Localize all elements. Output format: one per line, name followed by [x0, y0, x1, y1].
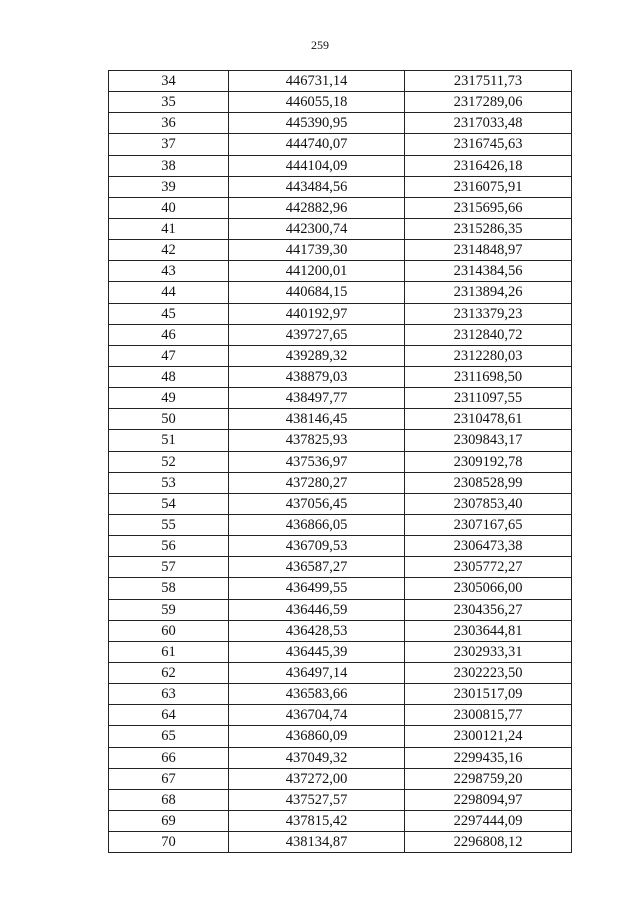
- x-coordinate-cell: 438134,87: [229, 832, 405, 853]
- point-number-cell: 37: [109, 134, 229, 155]
- x-coordinate-cell: 438146,45: [229, 409, 405, 430]
- y-coordinate-cell: 2313379,23: [405, 303, 572, 324]
- point-number-cell: 52: [109, 451, 229, 472]
- point-number-cell: 70: [109, 832, 229, 853]
- point-number-cell: 60: [109, 620, 229, 641]
- x-coordinate-cell: 440192,97: [229, 303, 405, 324]
- y-coordinate-cell: 2315286,35: [405, 218, 572, 239]
- table-row: [109, 134, 572, 155]
- y-coordinate-cell: 2298094,97: [405, 789, 572, 810]
- point-number-cell: 58: [109, 578, 229, 599]
- x-coordinate-cell: 436497,14: [229, 662, 405, 683]
- x-coordinate-cell: 437536,97: [229, 451, 405, 472]
- y-coordinate-cell: 2300815,77: [405, 705, 572, 726]
- x-coordinate-cell: 441739,30: [229, 240, 405, 261]
- y-coordinate-cell: 2301517,09: [405, 684, 572, 705]
- point-number-cell: 57: [109, 557, 229, 578]
- table-row: [109, 810, 572, 831]
- y-coordinate-cell: 2311097,55: [405, 388, 572, 409]
- table-row: [109, 789, 572, 810]
- table-row: [109, 176, 572, 197]
- y-coordinate-cell: 2316426,18: [405, 155, 572, 176]
- point-number-cell: 35: [109, 92, 229, 113]
- table-row: [109, 240, 572, 261]
- y-coordinate-cell: 2296808,12: [405, 832, 572, 853]
- point-number-cell: 47: [109, 345, 229, 366]
- point-number-cell: 41: [109, 218, 229, 239]
- point-number-cell: 69: [109, 810, 229, 831]
- table-row: [109, 71, 572, 92]
- table-row: [109, 599, 572, 620]
- table-row: [109, 705, 572, 726]
- y-coordinate-cell: 2304356,27: [405, 599, 572, 620]
- y-coordinate-cell: 2306473,38: [405, 536, 572, 557]
- page-number: 259: [311, 38, 329, 52]
- y-coordinate-cell: 2309192,78: [405, 451, 572, 472]
- y-coordinate-cell: 2297444,09: [405, 810, 572, 831]
- x-coordinate-cell: 441200,01: [229, 261, 405, 282]
- x-coordinate-cell: 444104,09: [229, 155, 405, 176]
- point-number-cell: 34: [109, 71, 229, 92]
- x-coordinate-cell: 436499,55: [229, 578, 405, 599]
- table-row: [109, 155, 572, 176]
- table-row: [109, 557, 572, 578]
- point-number-cell: 36: [109, 113, 229, 134]
- table-row: [109, 620, 572, 641]
- x-coordinate-cell: 442300,74: [229, 218, 405, 239]
- y-coordinate-cell: 2315695,66: [405, 197, 572, 218]
- x-coordinate-cell: 440684,15: [229, 282, 405, 303]
- point-number-cell: 40: [109, 197, 229, 218]
- y-coordinate-cell: 2314848,97: [405, 240, 572, 261]
- x-coordinate-cell: 437825,93: [229, 430, 405, 451]
- point-number-cell: 51: [109, 430, 229, 451]
- y-coordinate-cell: 2317511,73: [405, 71, 572, 92]
- x-coordinate-cell: 436587,27: [229, 557, 405, 578]
- x-coordinate-cell: 437815,42: [229, 810, 405, 831]
- table-row: [109, 282, 572, 303]
- point-number-cell: 64: [109, 705, 229, 726]
- x-coordinate-cell: 437272,00: [229, 768, 405, 789]
- x-coordinate-cell: 436583,66: [229, 684, 405, 705]
- x-coordinate-cell: 445390,95: [229, 113, 405, 134]
- y-coordinate-cell: 2310478,61: [405, 409, 572, 430]
- y-coordinate-cell: 2299435,16: [405, 747, 572, 768]
- point-number-cell: 56: [109, 536, 229, 557]
- x-coordinate-cell: 436866,05: [229, 514, 405, 535]
- y-coordinate-cell: 2316745,63: [405, 134, 572, 155]
- table-row: [109, 493, 572, 514]
- table-row: [109, 726, 572, 747]
- point-number-cell: 38: [109, 155, 229, 176]
- coordinates-table-body: [109, 71, 572, 853]
- point-number-cell: 42: [109, 240, 229, 261]
- y-coordinate-cell: 2307853,40: [405, 493, 572, 514]
- y-coordinate-cell: 2309843,17: [405, 430, 572, 451]
- y-coordinate-cell: 2311698,50: [405, 366, 572, 387]
- table-row: [109, 92, 572, 113]
- x-coordinate-cell: 438497,77: [229, 388, 405, 409]
- y-coordinate-cell: 2302933,31: [405, 641, 572, 662]
- table-row: [109, 430, 572, 451]
- table-row: [109, 324, 572, 345]
- x-coordinate-cell: 442882,96: [229, 197, 405, 218]
- point-number-cell: 61: [109, 641, 229, 662]
- table-row: [109, 768, 572, 789]
- table-row: [109, 345, 572, 366]
- table-row: [109, 451, 572, 472]
- table-row: [109, 747, 572, 768]
- table-row: [109, 218, 572, 239]
- y-coordinate-cell: 2300121,24: [405, 726, 572, 747]
- y-coordinate-cell: 2305066,00: [405, 578, 572, 599]
- point-number-cell: 66: [109, 747, 229, 768]
- point-number-cell: 53: [109, 472, 229, 493]
- point-number-cell: 50: [109, 409, 229, 430]
- point-number-cell: 63: [109, 684, 229, 705]
- x-coordinate-cell: 437527,57: [229, 789, 405, 810]
- table-row: [109, 388, 572, 409]
- table-row: [109, 536, 572, 557]
- point-number-cell: 43: [109, 261, 229, 282]
- point-number-cell: 55: [109, 514, 229, 535]
- y-coordinate-cell: 2303644,81: [405, 620, 572, 641]
- table-row: [109, 684, 572, 705]
- x-coordinate-cell: 443484,56: [229, 176, 405, 197]
- point-number-cell: 39: [109, 176, 229, 197]
- point-number-cell: 44: [109, 282, 229, 303]
- y-coordinate-cell: 2307167,65: [405, 514, 572, 535]
- x-coordinate-cell: 436860,09: [229, 726, 405, 747]
- y-coordinate-cell: 2314384,56: [405, 261, 572, 282]
- table-row: [109, 113, 572, 134]
- coordinates-table: [108, 70, 572, 853]
- y-coordinate-cell: 2316075,91: [405, 176, 572, 197]
- table-row: [109, 261, 572, 282]
- table-row: [109, 641, 572, 662]
- y-coordinate-cell: 2305772,27: [405, 557, 572, 578]
- x-coordinate-cell: 436446,59: [229, 599, 405, 620]
- x-coordinate-cell: 439289,32: [229, 345, 405, 366]
- x-coordinate-cell: 438879,03: [229, 366, 405, 387]
- y-coordinate-cell: 2317033,48: [405, 113, 572, 134]
- table-row: [109, 197, 572, 218]
- point-number-cell: 46: [109, 324, 229, 345]
- y-coordinate-cell: 2298759,20: [405, 768, 572, 789]
- x-coordinate-cell: 436445,39: [229, 641, 405, 662]
- x-coordinate-cell: 437049,32: [229, 747, 405, 768]
- y-coordinate-cell: 2313894,26: [405, 282, 572, 303]
- y-coordinate-cell: 2308528,99: [405, 472, 572, 493]
- y-coordinate-cell: 2317289,06: [405, 92, 572, 113]
- table-row: [109, 472, 572, 493]
- table-row: [109, 303, 572, 324]
- y-coordinate-cell: 2302223,50: [405, 662, 572, 683]
- point-number-cell: 54: [109, 493, 229, 514]
- x-coordinate-cell: 436709,53: [229, 536, 405, 557]
- x-coordinate-cell: 446055,18: [229, 92, 405, 113]
- point-number-cell: 59: [109, 599, 229, 620]
- point-number-cell: 65: [109, 726, 229, 747]
- x-coordinate-cell: 439727,65: [229, 324, 405, 345]
- x-coordinate-cell: 444740,07: [229, 134, 405, 155]
- table-row: [109, 662, 572, 683]
- x-coordinate-cell: 437280,27: [229, 472, 405, 493]
- x-coordinate-cell: 436428,53: [229, 620, 405, 641]
- point-number-cell: 68: [109, 789, 229, 810]
- table-row: [109, 832, 572, 853]
- x-coordinate-cell: 437056,45: [229, 493, 405, 514]
- x-coordinate-cell: 436704,74: [229, 705, 405, 726]
- point-number-cell: 62: [109, 662, 229, 683]
- point-number-cell: 67: [109, 768, 229, 789]
- table-row: [109, 578, 572, 599]
- table-row: [109, 514, 572, 535]
- point-number-cell: 48: [109, 366, 229, 387]
- table-row: [109, 409, 572, 430]
- table-row: [109, 366, 572, 387]
- point-number-cell: 49: [109, 388, 229, 409]
- y-coordinate-cell: 2312280,03: [405, 345, 572, 366]
- point-number-cell: 45: [109, 303, 229, 324]
- x-coordinate-cell: 446731,14: [229, 71, 405, 92]
- y-coordinate-cell: 2312840,72: [405, 324, 572, 345]
